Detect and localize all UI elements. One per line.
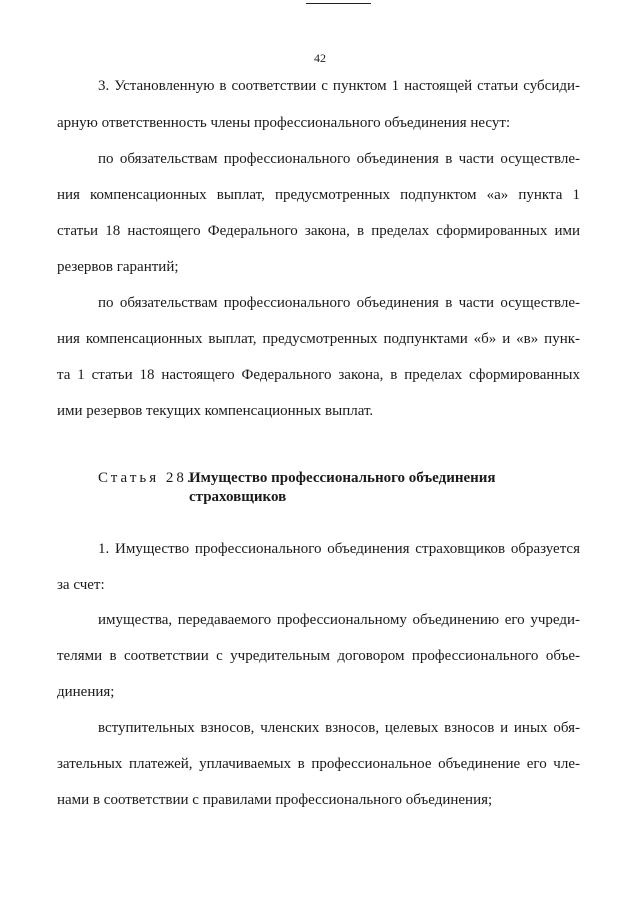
item-a-line-1: по обязательствам профессионального объединения в части осуществле-: [98, 151, 580, 167]
item-property-line-2: телями в соответствии с учредительным договором профессионального объе-: [57, 648, 580, 664]
item-a-line-4: резервов гарантий;: [57, 259, 179, 275]
item-bv-line-2: ния компенсационных выплат, предусмотренных подпунктами «б» и «в» пунк-: [57, 331, 580, 347]
item-bv-line-1: по обязательствам профессионального объединения в части осуществле-: [98, 295, 580, 311]
section-1-line-1: 1. Имущество профессионального объединения страховщиков образуется: [98, 541, 580, 557]
item-property-line-1: имущества, передаваемого профессиональному объединению его учреди-: [98, 612, 580, 628]
article-28-title-line-1: Имущество профессионального объединения: [189, 470, 496, 486]
section-1-line-2: за счет:: [57, 577, 105, 593]
item-fees-line-2: зательных платежей, уплачиваемых в профессиональное объединение его чле-: [57, 756, 580, 772]
item-bv-line-4: ими резервов текущих компенсационных выплат.: [57, 403, 374, 419]
item-property-line-3: динения;: [57, 684, 115, 700]
item-fees-line-3: нами в соответствии с правилами профессионального объединения;: [57, 792, 493, 808]
article-28-label: Статья 28.: [98, 470, 194, 486]
page-number: 42: [314, 51, 326, 65]
item-fees-line-1: вступительных взносов, членских взносов, целевых взносов и иных обя-: [98, 720, 580, 736]
paragraph-3-line-1: 3. Установленную в соответствии с пунктом 1 настоящей статьи субсиди-: [98, 78, 580, 94]
top-rule: [306, 3, 371, 4]
item-bv-line-3: та 1 статьи 18 настоящего Федерального закона, в пределах сформированных: [57, 367, 580, 383]
paragraph-3-line-2: арную ответственность члены профессионального объединения несут:: [57, 115, 511, 131]
article-28-title-line-2: страховщиков: [189, 489, 287, 505]
item-a-line-2: ния компенсационных выплат, предусмотренных подпунктом «а» пункта 1: [57, 187, 580, 203]
item-a-line-3: статьи 18 настоящего Федерального закона, в пределах сформированных ими: [57, 223, 580, 239]
